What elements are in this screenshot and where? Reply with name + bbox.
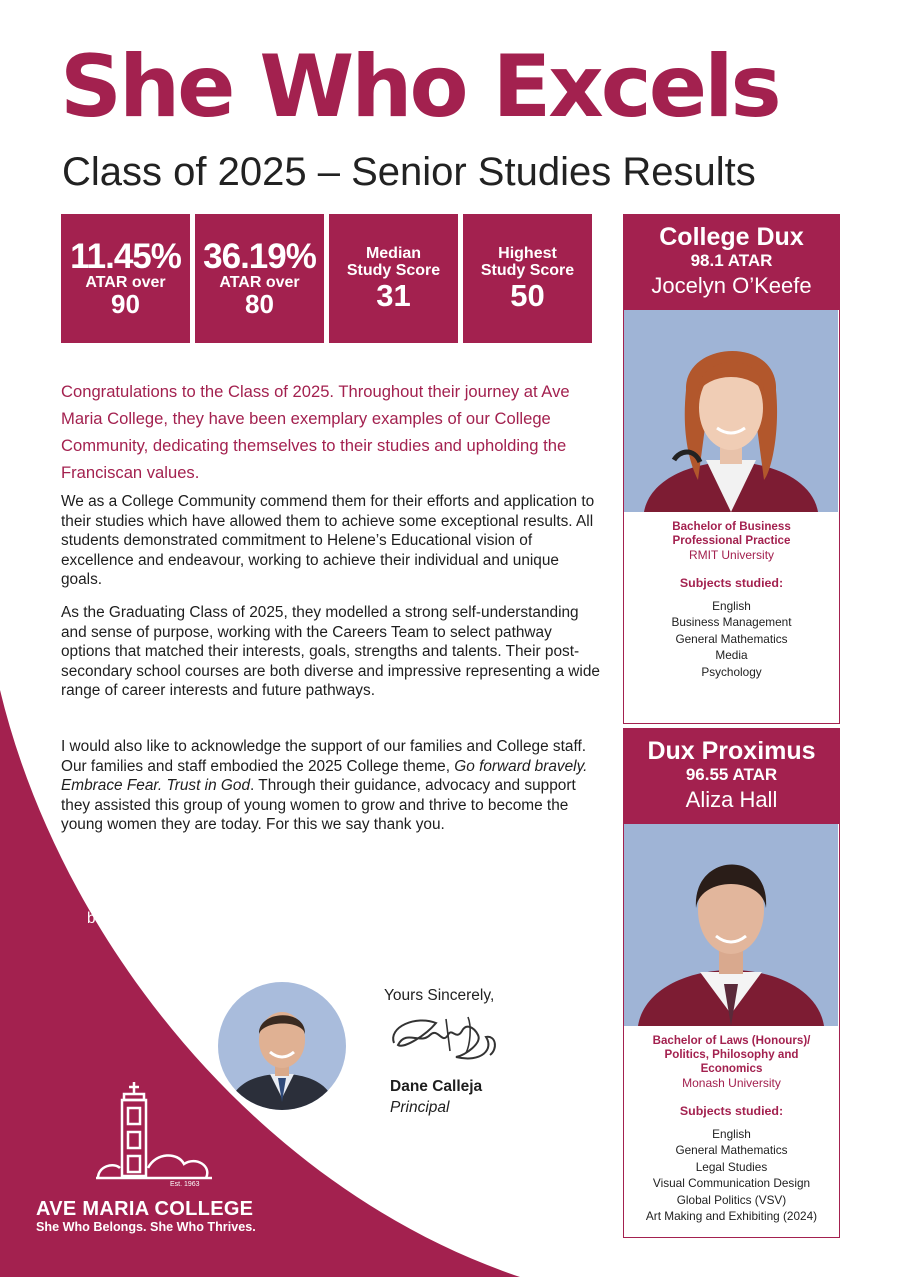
stat-atar-80 xyxy=(195,214,324,343)
subjects-list xyxy=(624,1126,839,1224)
stat-label: Study Score xyxy=(480,262,575,280)
college-dux-card xyxy=(623,214,840,724)
stat-label: Study Score xyxy=(346,262,441,280)
principal-photo xyxy=(218,982,346,1110)
body-paragraph-4: We wish this group of inspiring young women every success and happiness as they leave the College and enter the wider community, becoming the positive change they want to see in the world. xyxy=(87,871,553,927)
stat-label: ATAR over xyxy=(85,273,166,291)
paragraph-text: I would also like to acknowledge the support of our families and College staff. Our families and staff embodied the 2025 College theme, xyxy=(61,738,587,775)
card-title: College Dux xyxy=(659,223,804,251)
stat-label: ATAR over xyxy=(219,273,300,291)
subject-item: English xyxy=(712,1127,751,1141)
subject-item: Legal Studies xyxy=(695,1159,768,1174)
subject-item: Art Making and Exhibiting (2024) xyxy=(645,1209,818,1224)
card-title: Dux Proximus xyxy=(647,737,816,765)
student-university: Monash University xyxy=(682,1076,781,1090)
subject-item: Global Politics (VSV) xyxy=(676,1192,787,1207)
page-title: She Who Excels xyxy=(60,37,779,137)
student-photo xyxy=(624,310,839,512)
subjects-heading: Subjects studied: xyxy=(679,576,784,590)
closing-salutation: Yours Sincerely, xyxy=(384,987,495,1004)
student-photo xyxy=(624,824,839,1026)
body-paragraph-3 xyxy=(61,737,601,835)
stats-row xyxy=(61,214,592,343)
stat-label-number: 90 xyxy=(111,289,140,320)
college-theme: Go forward bravely. Embrace Fear. Trust in God xyxy=(61,757,588,794)
college-tagline: She Who Belongs. She Who Thrives. xyxy=(36,1220,256,1234)
student-name: Jocelyn O’Keefe xyxy=(651,273,812,298)
stat-label: Median xyxy=(365,244,422,262)
stat-atar-90 xyxy=(61,214,190,343)
college-est: Est. 1963 xyxy=(170,1181,200,1188)
principal-signature xyxy=(386,1005,506,1070)
subject-item: Psychology xyxy=(701,664,762,679)
college-name: AVE MARIA COLLEGE xyxy=(36,1198,254,1220)
stat-highest-score xyxy=(463,214,592,343)
subject-item: General Mathematics xyxy=(675,1143,788,1158)
body-paragraph-1: We as a College Community commend them for their efforts and application to their studies which have allowed them to achieve some exceptional results. All students demonstrated commitment to Helene’s Educational vision of excellence and endeavour, working to achieve their individual and unique goals. xyxy=(61,493,595,588)
card-atar: 96.55 ATAR xyxy=(685,765,778,784)
card-header xyxy=(624,729,839,824)
subject-item: English xyxy=(712,599,751,613)
stat-label: Highest xyxy=(498,244,557,262)
principal-name: Dane Calleja xyxy=(390,1078,483,1095)
college-logo-icon xyxy=(92,1078,222,1190)
card-header xyxy=(624,215,839,310)
subject-item: General Mathematics xyxy=(675,631,788,646)
student-university: RMIT University xyxy=(688,548,775,562)
intro-paragraph: Congratulations to the Class of 2025. Throughout their journey at Ave Maria College, they have been exemplary examples of our College Community, dedicating themselves to their studies and upholding the Franciscan values. xyxy=(61,382,570,482)
subjects-heading: Subjects studied: xyxy=(679,1104,784,1118)
card-body xyxy=(624,512,839,680)
card-atar: 98.1 ATAR xyxy=(690,251,773,270)
student-course: Bachelor of Business Professional Practice xyxy=(672,520,791,547)
subject-item: Business Management xyxy=(671,615,792,630)
subject-item: Visual Communication Design xyxy=(652,1176,811,1191)
stat-value: 11.45% xyxy=(70,236,181,276)
principal-role: Principal xyxy=(390,1099,450,1116)
body-paragraph-2: As the Graduating Class of 2025, they modelled a strong self-understanding and sense of purpose, working with the Careers Team to select pathway options that matched their interests, goals, strengths and talents. Their post-secondary school courses are both diverse and impressive representing a wide range of career interests and future pathways. xyxy=(61,604,600,699)
stat-median-score xyxy=(329,214,458,343)
stat-value: 36.19% xyxy=(203,236,316,276)
subjects-list xyxy=(624,598,839,680)
stat-value: 31 xyxy=(376,277,411,313)
student-name: Aliza Hall xyxy=(685,787,778,812)
card-body xyxy=(624,1026,839,1224)
dux-proximus-card xyxy=(623,728,840,1238)
paragraph-text: . Through their guidance, advocacy and support they assisted this group of young women to grow and thrive to become the young women they are today. For this we say thank you. xyxy=(61,777,576,833)
subject-item: Media xyxy=(715,648,748,663)
page-subtitle: Class of 2025 – Senior Studies Results xyxy=(62,150,756,194)
stat-value: 50 xyxy=(510,277,545,313)
stat-label-number: 80 xyxy=(245,289,274,320)
student-course: Bachelor of Laws (Honours)/ Politics, Philosophy and Economics xyxy=(652,1034,811,1075)
